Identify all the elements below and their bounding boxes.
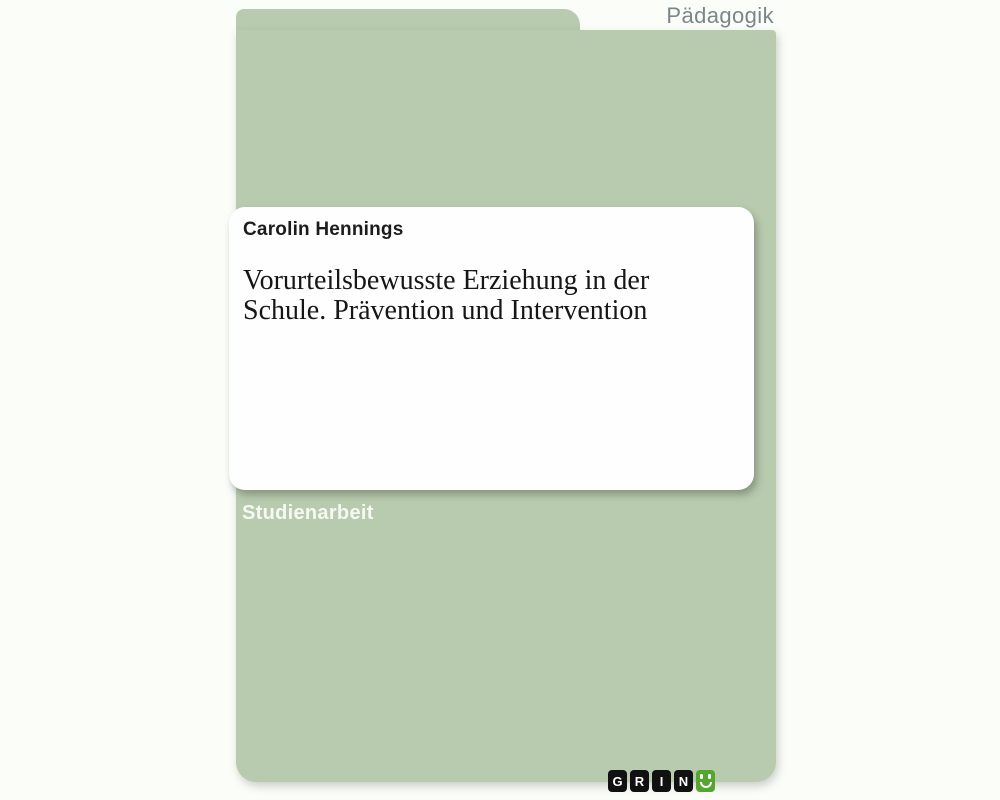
author-name: Carolin Hennings — [243, 219, 404, 240]
title-line-1: Vorurteilsbewusste Erziehung in der — [243, 265, 650, 296]
category-label: Pädagogik — [666, 3, 774, 28]
logo-letter-r: R — [630, 770, 649, 792]
logo-letter-n: N — [674, 770, 693, 792]
logo-letter-g: G — [608, 770, 627, 792]
logo-letter-i: I — [652, 770, 671, 792]
smiley-face-icon — [696, 770, 715, 792]
grin-logo — [608, 770, 715, 792]
title-line-2: Schule. Prävention und Intervention — [243, 295, 648, 326]
grin-smiley-icon — [696, 770, 715, 792]
title-card — [229, 207, 754, 490]
document-title — [243, 266, 736, 326]
document-type-label: Studienarbeit — [242, 502, 374, 524]
